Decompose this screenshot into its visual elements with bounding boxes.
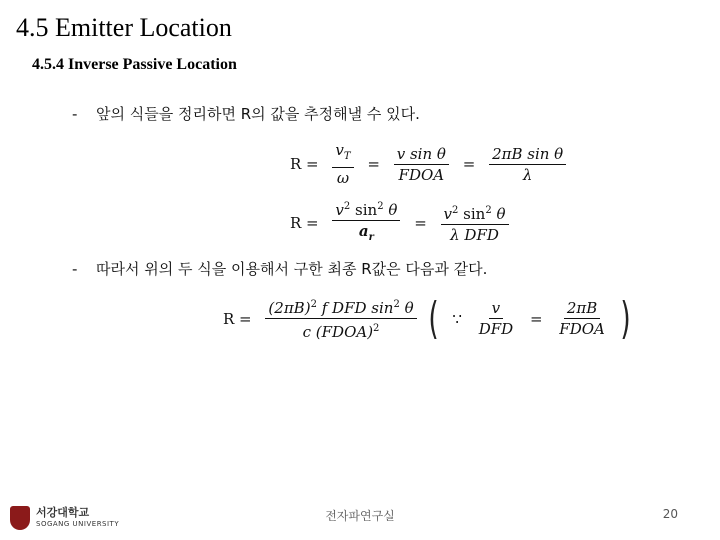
eq1-f1-num-sub: T bbox=[343, 151, 351, 162]
equation-1 bbox=[285, 140, 570, 188]
eq1-f3-den: λ bbox=[522, 165, 533, 184]
eq1-f1-num: v bbox=[335, 141, 344, 159]
eq2-f1-v: v bbox=[335, 201, 344, 219]
eq1-f2-num: v sin θ bbox=[394, 144, 449, 165]
logo-english-text: SOGANG UNIVERSITY bbox=[36, 520, 120, 528]
eq1-frac-3 bbox=[489, 144, 566, 185]
eq2-f2-sup: 2 bbox=[452, 204, 459, 216]
eq2-f2-den: λ DFD bbox=[450, 225, 499, 244]
equation-2 bbox=[285, 197, 513, 248]
eq3-f1-sup2: 2 bbox=[393, 299, 400, 310]
eq3-f2-num: v bbox=[489, 298, 503, 319]
eq3-because: ∵ bbox=[452, 309, 462, 328]
eq1-lhs: R = bbox=[290, 155, 319, 173]
eq3-f1-den: c (FDOA) bbox=[302, 323, 374, 341]
eq1-equals-2: = bbox=[462, 155, 476, 173]
eq1-f3-num: 2πB sin θ bbox=[489, 144, 566, 165]
eq3-f3-den: FDOA bbox=[559, 320, 605, 338]
eq2-f1-den-sub: r bbox=[368, 232, 374, 243]
eq3-f1-num-b: f DFD sin bbox=[321, 299, 394, 317]
eq3-frac-1 bbox=[265, 295, 416, 342]
eq1-frac-2 bbox=[394, 144, 449, 185]
eq1-frac-1 bbox=[332, 140, 353, 188]
bullet-2-text: 따라서 위의 두 식을 이용해서 구한 최종 R값은 다음과 같다. bbox=[96, 260, 488, 278]
eq3-frac-2 bbox=[476, 298, 516, 339]
eq3-f1-sup: 2 bbox=[310, 299, 317, 310]
eq2-f1-sup: 2 bbox=[343, 201, 351, 212]
eq2-equals: = bbox=[414, 213, 427, 232]
eq3-f1-den-sup: 2 bbox=[373, 323, 380, 334]
eq2-f2-theta: θ bbox=[491, 204, 506, 223]
eq3-f2-den: DFD bbox=[478, 320, 514, 338]
eq2-f1-sin: sin bbox=[350, 201, 378, 219]
eq2-f1-den: a bbox=[358, 222, 369, 240]
eq1-equals: = bbox=[367, 155, 380, 173]
page-number: 20 bbox=[662, 507, 678, 521]
bullet-dash: - bbox=[72, 260, 78, 278]
eq3-frac-3 bbox=[556, 298, 608, 339]
eq1-f1-den: ω bbox=[336, 169, 350, 187]
eq3-right-paren: ) bbox=[620, 292, 631, 344]
bullet-1 bbox=[72, 104, 420, 124]
eq3-f3-num: 2πB bbox=[564, 298, 600, 319]
eq1-f2-den: FDOA bbox=[398, 165, 445, 184]
eq2-f2-v: v bbox=[443, 204, 453, 223]
eq2-frac-1 bbox=[332, 197, 400, 248]
eq2-frac-2 bbox=[441, 201, 509, 245]
eq2-f2-sin: sin bbox=[458, 204, 486, 223]
bullet-dash: - bbox=[72, 105, 78, 123]
logo-korean-text: 서강대학교 bbox=[36, 506, 90, 519]
eq2-f2-sup2: 2 bbox=[485, 204, 492, 216]
bullet-1-text: 앞의 식들을 정리하면 R의 값을 추정해낼 수 있다. bbox=[96, 105, 420, 123]
slide-subtitle: 4.5.4 Inverse Passive Location bbox=[32, 56, 237, 73]
equation-3 bbox=[218, 292, 634, 344]
slide-title: 4.5 Emitter Location bbox=[16, 13, 232, 42]
eq3-f1-theta: θ bbox=[399, 299, 414, 317]
eq3-f1-num-a: (2πB) bbox=[268, 299, 311, 317]
eq2-f1-theta: θ bbox=[383, 201, 398, 219]
eq2-f1-sup2: 2 bbox=[377, 201, 384, 212]
eq3-equals: = bbox=[529, 309, 543, 328]
eq3-left-paren: ( bbox=[428, 292, 440, 344]
eq3-lhs: R = bbox=[223, 309, 252, 328]
eq2-lhs: R = bbox=[290, 213, 319, 232]
bullet-2 bbox=[72, 259, 487, 279]
footer-lab-name: 전자파연구실 bbox=[325, 509, 395, 523]
